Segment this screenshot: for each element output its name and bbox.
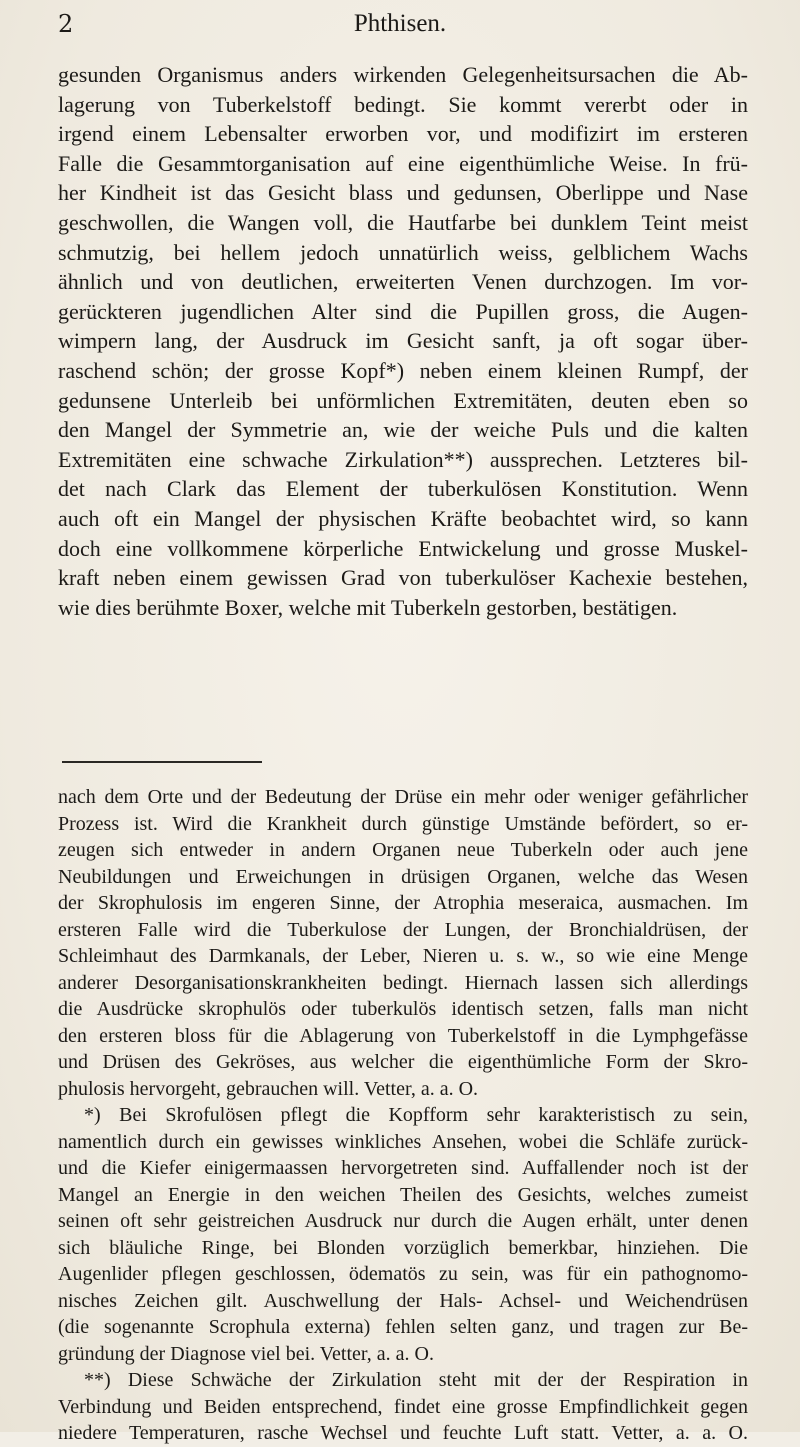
text-line: geschwollen, die Wangen voll, die Hautfarbe bei dunklem Teint meist: [58, 209, 748, 235]
footnote-line: zeugen sich entweder in andern Organen neue Tuberkeln oder auch jene: [58, 839, 748, 861]
footnote-line: und Drüsen des Gekröses, aus welcher die eigenthümliche Form der Skro-: [58, 1051, 748, 1073]
text-line: wimpern lang, der Ausdruck im Gesicht sanft, ja oft sogar über-: [58, 328, 748, 354]
footnote-line: (die sogenannte Scrophula externa) fehlen selten ganz, und tragen zur Be-: [58, 1316, 748, 1338]
text-line: irgend einem Lebensalter erworben vor, und modifizirt im ersteren: [58, 121, 748, 147]
footnote-line: Schleimhaut des Darmkanals, der Leber, Nieren u. s. w., so wie eine Menge: [58, 945, 748, 967]
text-line: Falle die Gesammtorganisation auf eine eigenthümliche Weise. In frü-: [58, 150, 748, 176]
text-line: gesunden Organismus anders wirkenden Gelegenheitsursachen die Ab-: [58, 62, 748, 87]
footnote-line: Neubildungen und Erweichungen in drüsigen Organen, welche das Wesen: [58, 865, 748, 888]
text-line: gerückteren jugendlichen Alter sind die Pupillen gross, die Augen-: [58, 298, 748, 324]
footnote-line: nisches Zeichen gilt. Auschwellung der Hals- Achsel- und Weichendrüsen: [58, 1289, 748, 1312]
text-line: det nach Clark das Element der tuberkulösen Konstitution. Wenn: [58, 476, 748, 502]
running-head: Phthisen.: [353, 10, 447, 37]
footnotes: [58, 784, 748, 1447]
text-line: lagerung von Tuberkelstoff bedingt. Sie kommt vererbt oder in: [58, 91, 748, 117]
footnote-line: gründung der Diagnose viel bei. Vetter, a. a. O.: [58, 1342, 434, 1365]
footnote-line: Verbindung und Beiden entsprechend, findet eine grosse Empfindlichkeit gegen: [58, 1395, 748, 1418]
text-line: doch eine vollkommene körperliche Entwickelung und grosse Muskel-: [58, 535, 748, 561]
main-text: [58, 60, 748, 622]
footnote-line: den ersteren bloss für die Ablagerung von Tuberkelstoff in die Lymphgefässe: [58, 1024, 748, 1047]
footnote-line: *) Bei Skrofulösen pflegt die Kopfform sehr karakteristisch zu sein,: [84, 1104, 748, 1126]
text-line: gedunsene Unterleib bei unförmlichen Extremitäten, deuten eben so: [58, 387, 748, 413]
footnote-line: seinen oft sehr geistreichen Ausdruck nur durch die Augen erhält, unter denen: [58, 1210, 748, 1232]
text-line: ähnlich und von deutlichen, erweiterten Venen durchzogen. Im vor-: [58, 269, 748, 295]
text-line: her Kindheit ist das Gesicht blass und gedunsen, Oberlippe und Nase: [58, 180, 748, 206]
footnote-line: nach dem Orte und der Bedeutung der Drüse ein mehr oder weniger gefährlicher: [58, 786, 748, 808]
footnote-line: Prozess ist. Wird die Krankheit durch günstige Umstände befördert, so er-: [58, 812, 748, 835]
footnote-line: anderer Desorganisationskrankheiten bedingt. Hiernach lassen sich allerdings: [58, 971, 748, 994]
page-number: 2: [58, 10, 74, 38]
text-line: schmutzig, bei hellem jedoch unnatürlich weiss, gelblichem Wachs: [58, 239, 748, 265]
footnote-line: niedere Temperaturen, rasche Wechsel und feuchte Luft statt. Vetter, a. a. O.: [58, 1422, 748, 1444]
footnote-zirkulation: [58, 1367, 748, 1447]
footnote-line: und die Kiefer einigermaassen hervorgetreten sind. Auffallender noch ist der: [58, 1157, 748, 1179]
footnote-line: Augenlider pflegen geschlossen, ödematös zu sein, was für ein pathognomo-: [58, 1263, 748, 1285]
footnote-line: phulosis hervorgeht, gebrauchen will. Vetter, a. a. O.: [58, 1077, 479, 1100]
text-line: wie dies berühmte Boxer, welche mit Tuberkeln gestorben, bestätigen.: [58, 594, 678, 620]
footnote-line: ersteren Falle wird die Tuberkulose der Lungen, der Bronchialdrüsen, der: [58, 918, 748, 941]
footnote-line: **) Diese Schwäche der Zirkulation steht mit der der Respiration in: [84, 1369, 748, 1391]
footnote-kopf: [58, 1102, 748, 1367]
footnote-continuation: [58, 784, 748, 1102]
footnote-line: namentlich durch ein gewisses winkliches Ansehen, wobei die Schläfe zurück-: [58, 1130, 748, 1153]
text-line: den Mangel der Symmetrie an, wie der weiche Puls und die kalten: [58, 417, 748, 443]
footnote-line: sich bläuliche Ringe, bei Blonden vorzüglich bemerkbar, hinziehen. Die: [58, 1236, 748, 1259]
footnote-line: der Skrophulosis im engeren Sinne, der Atrophia meseraica, ausmachen. Im: [58, 892, 748, 914]
text-line: kraft neben einem gewissen Grad von tuberkulöser Kachexie bestehen,: [58, 565, 748, 591]
text-line: auch oft ein Mangel der physischen Kräfte beobachtet wird, so kann: [58, 505, 748, 531]
footnote-line: die Ausdrücke skrophulös oder tuberkulös identisch setzen, falls man nicht: [58, 998, 748, 1020]
footnote-line: Mangel an Energie in den weichen Theilen des Gesichts, welches zumeist: [58, 1183, 748, 1206]
text-line: raschend schön; der grosse Kopf*) neben einem kleinen Rumpf, der: [58, 357, 748, 383]
footnote-divider: [62, 761, 262, 763]
text-line: Extremitäten eine schwache Zirkulation**) aussprechen. Letzteres bil-: [58, 446, 748, 472]
